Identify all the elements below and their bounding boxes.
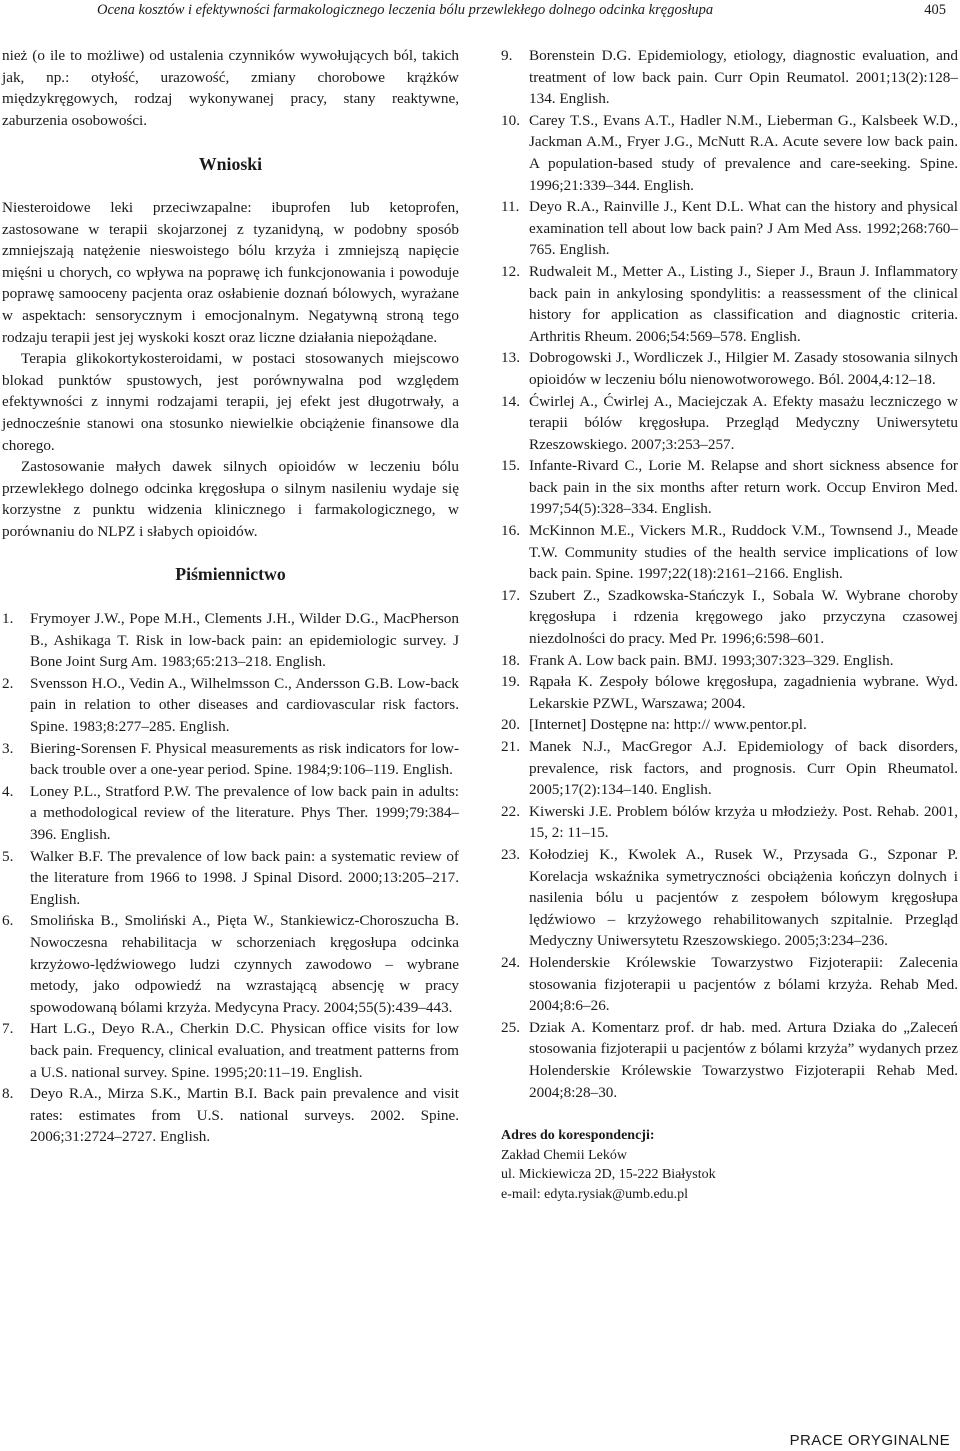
reference-text: Frymoyer J.W., Pope M.H., Clements J.H., Wilder D.G., MacPherson B., Ashikaga T. Risk in low-back pain: an epidemiologic survey. J Bone Joint Surg Am. 1983;65:213–218. English. [30, 610, 459, 671]
reference-item [501, 196, 958, 261]
reference-item [501, 585, 958, 650]
reference-number: 9. [501, 47, 513, 64]
correspondence-heading: Adres do korespondencji: [501, 1128, 655, 1144]
reference-text: Carey T.S., Evans A.T., Hadler N.M., Lieberman G., Kalsbeek W.D., Jackman A.M., Fryer J.G., McNutt R.A. Acute severe low back pain. A population-based study of prevalence and care-seeking. Spine. 1996;21:339–344. English. [529, 111, 958, 194]
section-footer-label: PRACE ORYGINALNE [789, 1432, 950, 1449]
reference-text: Rudwaleit M., Metter A., Listing J., Sieper J., Braun J. Inflammatory back pain in ankylosing spondylitis: a reassessment of the clinical history for application as classification and diagnostic criteria. Arthritis Rheum. 2006;54:569–578. English. [529, 262, 958, 345]
reference-text: Deyo R.A., Rainville J., Kent D.L. What can the history and physical examination tell about low back pain? J Am Med Ass. 1992;268:760–765. English. [529, 198, 958, 259]
references-heading: Piśmiennictwo [175, 564, 286, 585]
reference-text: Svensson H.O., Vedin A., Wilhelmsson C., Andersson G.B. Low-back pain in relation to other diseases and cardiovascular risk factors. Spine. 1983;8:277–285. English. [30, 674, 459, 736]
reference-number: 3. [2, 739, 14, 757]
reference-number: 17. [501, 586, 520, 604]
reference-text: Hart L.G., Deyo R.A., Cherkin D.C. Physican office visits for low back pain. Frequency, clinical evaluation, and treatment patterns from a U.S. national survey. Spine. 1995;20:11–19. English. [30, 1020, 459, 1081]
reference-text: Szubert Z., Szadkowska-Stańczyk I., Sobala W. Wybrane choroby kręgosłupa i rdzenia kręgowego jako przyczyna czasowej niezdolności do pracy. Med Pr. 1996;6:598–601. [529, 586, 958, 648]
reference-number: 16. [501, 522, 520, 540]
reference-item [501, 391, 958, 456]
page-number: 405 [924, 2, 946, 18]
reference-text: Ćwirlej A., Ćwirlej A., Maciejczak A. Efekty masażu leczniczego w terapii bólów kręgosłupa. Przegląd Medyczny Uniwersytetu Rzeszowskiego. 2007;3:253–257. [529, 392, 958, 453]
conclusion-paragraph-3: Zastosowanie małych dawek silnych opioidów w leczeniu bólu przewlekłego dolnego odcinka kręgosłupa o silnym nasileniu wydaje się korzystne z punktu widzenia klinicznego i farmakologicznego, w porównaniu do NLPZ i słabych opioidów. [2, 458, 459, 540]
reference-text: Dobrogowski J., Wordliczek J., Hilgier M. Zasady stosowania silnych opioidów w leczeniu bólu nienowotworowego. Ból. 2004,4:12–18. [529, 349, 958, 388]
right-column [501, 45, 958, 1204]
reference-item [2, 846, 459, 911]
reference-item [501, 801, 958, 844]
reference-item [501, 650, 958, 672]
reference-item [501, 736, 958, 801]
reference-item [2, 738, 459, 781]
reference-list-right [501, 45, 958, 1103]
reference-number: 5. [2, 847, 14, 865]
intro-paragraph: nież (o ile to możliwe) od ustalenia czynników wywołujących ból, takich jak, np.: otyłość, urazowość, zmiany chorobowe krążków międzykręgowych, rodzaj wykonywanej pracy, stany reaktywne, zaburzenia osobowości. [2, 47, 459, 129]
reference-text: Manek N.J., MacGregor A.J. Epidemiology of back disorders, prevalence, risk factors, and prognosis. Curr Opin Rheumatol. 2005;17(2):134–140. English. [529, 738, 958, 799]
reference-number: 10. [501, 111, 520, 129]
reference-item [501, 520, 958, 585]
reference-number: 18. [501, 651, 520, 669]
reference-item [501, 844, 958, 952]
reference-number: 6. [2, 912, 14, 930]
reference-item [501, 45, 958, 110]
reference-text: McKinnon M.E., Vickers M.R., Ruddock V.M., Townsend J., Meade T.W. Community studies of the health service implications of low back pain. Spine. 1997;22(18):2161–2166. English. [529, 522, 958, 583]
reference-text: Deyo R.A., Mirza S.K., Martin B.I. Back pain prevalence and visit rates: estimates from U.S. national surveys. 2002. Spine. 2006;31:2724–2727. English. [30, 1085, 459, 1146]
reference-item [501, 671, 958, 714]
reference-text: Loney P.L., Stratford P.W. The prevalence of low back pain in adults: a methodological review of the literature. Phys Ther. 1999;79:384–396. English. [30, 782, 459, 843]
reference-item [501, 261, 958, 347]
reference-number: 7. [2, 1020, 14, 1038]
reference-item [501, 714, 958, 736]
reference-item [2, 673, 459, 738]
reference-item [501, 110, 958, 196]
reference-number: 2. [2, 674, 14, 692]
reference-number: 11. [501, 198, 520, 216]
reference-number: 19. [501, 673, 520, 691]
reference-text: Dziak A. Komentarz prof. dr hab. med. Artura Dziaka do „Zaleceń stosowania fizjoterapii u pacjentów z bólami krzyża” wydanych przez Holenderskie Królewskie Towarzystwo Fizjoterapii Rehab Med. 2004;8:28–30. [529, 1018, 958, 1101]
reference-number: 23. [501, 845, 520, 863]
reference-number: 4. [2, 782, 14, 800]
reference-number: 14. [501, 392, 520, 410]
reference-item [2, 1018, 459, 1083]
correspondence-department: Zakład Chemii Leków [501, 1147, 627, 1163]
reference-item [501, 347, 958, 390]
reference-number: 12. [501, 262, 520, 280]
reference-item [2, 781, 459, 846]
reference-item [501, 952, 958, 1017]
reference-text: Kiwerski J.E. Problem bólów krzyża u młodzieży. Post. Rehab. 2001, 15, 2: 11–15. [529, 802, 958, 842]
reference-number: 15. [501, 457, 520, 475]
reference-text: Kołodziej K., Kwolek A., Rusek W., Przysada G., Szponar P. Korelacja wskaźnika symetryczności obciążenia kończyn dolnych i nasilenia bólu u pacjentów z zespołem bólowym kręgosłupa lędźwiowo – krzyżowego rehabilitowanych szpitalnie. Przegląd Medyczny Uniwersytetu Rzeszowskiego. 2005;3:234–236. [529, 845, 958, 950]
conclusion-paragraph-2: Terapia glikokortykosteroidami, w postaci stosowanych miejscowo blokad punktów spustowych, jest porównywalna pod względem efektywności z innymi rodzajami terapii, jej efekt jest długotrwały, a jednocześnie stanowi ona stosunko niewielkie obciążenie finansowe dla chorego. [2, 350, 459, 454]
reference-text: Holenderskie Królewskie Towarzystwo Fizjoterapii: Zalecenia stosowania fizjoterapii u pacjentów z bólami krzyża. Rehab Med. 2004;8:6–26. [529, 953, 958, 1015]
reference-item [501, 455, 958, 520]
left-column [2, 45, 459, 1148]
page-header [0, 0, 960, 20]
reference-number: 8. [2, 1085, 14, 1103]
reference-number: 20. [501, 716, 520, 734]
reference-item [2, 608, 459, 673]
running-title: Ocena kosztów i efektywności farmakologicznego leczenia bólu przewlekłego dolnego odcinka kręgosłupa [97, 2, 714, 18]
reference-list-left [2, 608, 459, 1148]
reference-number: 25. [501, 1018, 520, 1036]
reference-text: Rąpała K. Zespoły bólowe kręgosłupa, zagadnienia wybrane. Wyd. Lekarskie PZWL, Warszawa; 2004. [529, 673, 958, 712]
reference-number: 22. [501, 802, 520, 820]
reference-text: [Internet] Dostępne na: http:// www.pentor.pl. [529, 716, 807, 734]
correspondence-address [501, 1126, 958, 1204]
reference-item [501, 1017, 958, 1103]
reference-item [2, 1083, 459, 1148]
conclusion-paragraph-1: Niesteroidowe leki przeciwzapalne: ibuprofen lub ketoprofen, zastosowane w terapii skojarzonej z tyzanidyną, w podobny sposób zmniejszają natężenie nieswoistego bólu krzyża i zmniejszą napięcie mięśni u chorych, co wpływa na poprawę ich funkcjonowania i powoduje poprawę samooceny pacjenta oraz osłabienie doznań bólowych, wyrażane w aspektach: sensorycznym i emocjonalnym. Negatywną stroną tego rodzaju terapii jest jej wyskoki koszt oraz liczne działania niepożądane. [2, 198, 459, 346]
reference-item [2, 910, 459, 1018]
reference-text: Smolińska B., Smoliński A., Pięta W., Stankiewicz-Choroszucha B. Nowoczesna rehabilitacja w schorzeniach kręgosłupa odcinka krzyżowo-lędźwiowego ludzi czynnych zawodowo – wybrane metody, jako odpowiedź na wzrastającą absencję w pracy spowodowaną bólami krzyża. Medycyna Pracy. 2004;55(5):439–443. [30, 912, 459, 1016]
reference-text: Infante-Rivard C., Lorie M. Relapse and short sickness absence for back pain in the six months after return work. Occup Environ Med. 1997;54(5):328–334. English. [529, 457, 958, 518]
conclusions-heading: Wnioski [198, 154, 263, 175]
reference-text: Biering-Sorensen F. Physical measurements as risk indicators for low-back trouble over a one-year period. Spine. 1984;9:106–119. English. [30, 739, 459, 779]
reference-number: 24. [501, 953, 520, 971]
correspondence-email: e-mail: edyta.rysiak@umb.edu.pl [501, 1186, 689, 1202]
reference-number: 13. [501, 349, 520, 367]
reference-text: Walker B.F. The prevalence of low back pain: a systematic review of the literature from 1966 to 1998. J Spinal Disord. 2000;13:205–217. English. [30, 847, 459, 908]
reference-text: Borenstein D.G. Epidemiology, etiology, diagnostic evaluation, and treatment of low back pain. Curr Opin Reumatol. 2001;13(2):128–134. English. [529, 47, 958, 108]
reference-text: Frank A. Low back pain. BMJ. 1993;307:323–329. English. [529, 651, 894, 669]
reference-number: 21. [501, 738, 520, 755]
correspondence-street: ul. Mickiewicza 2D, 15-222 Białystok [501, 1167, 716, 1183]
reference-number: 1. [2, 610, 14, 628]
